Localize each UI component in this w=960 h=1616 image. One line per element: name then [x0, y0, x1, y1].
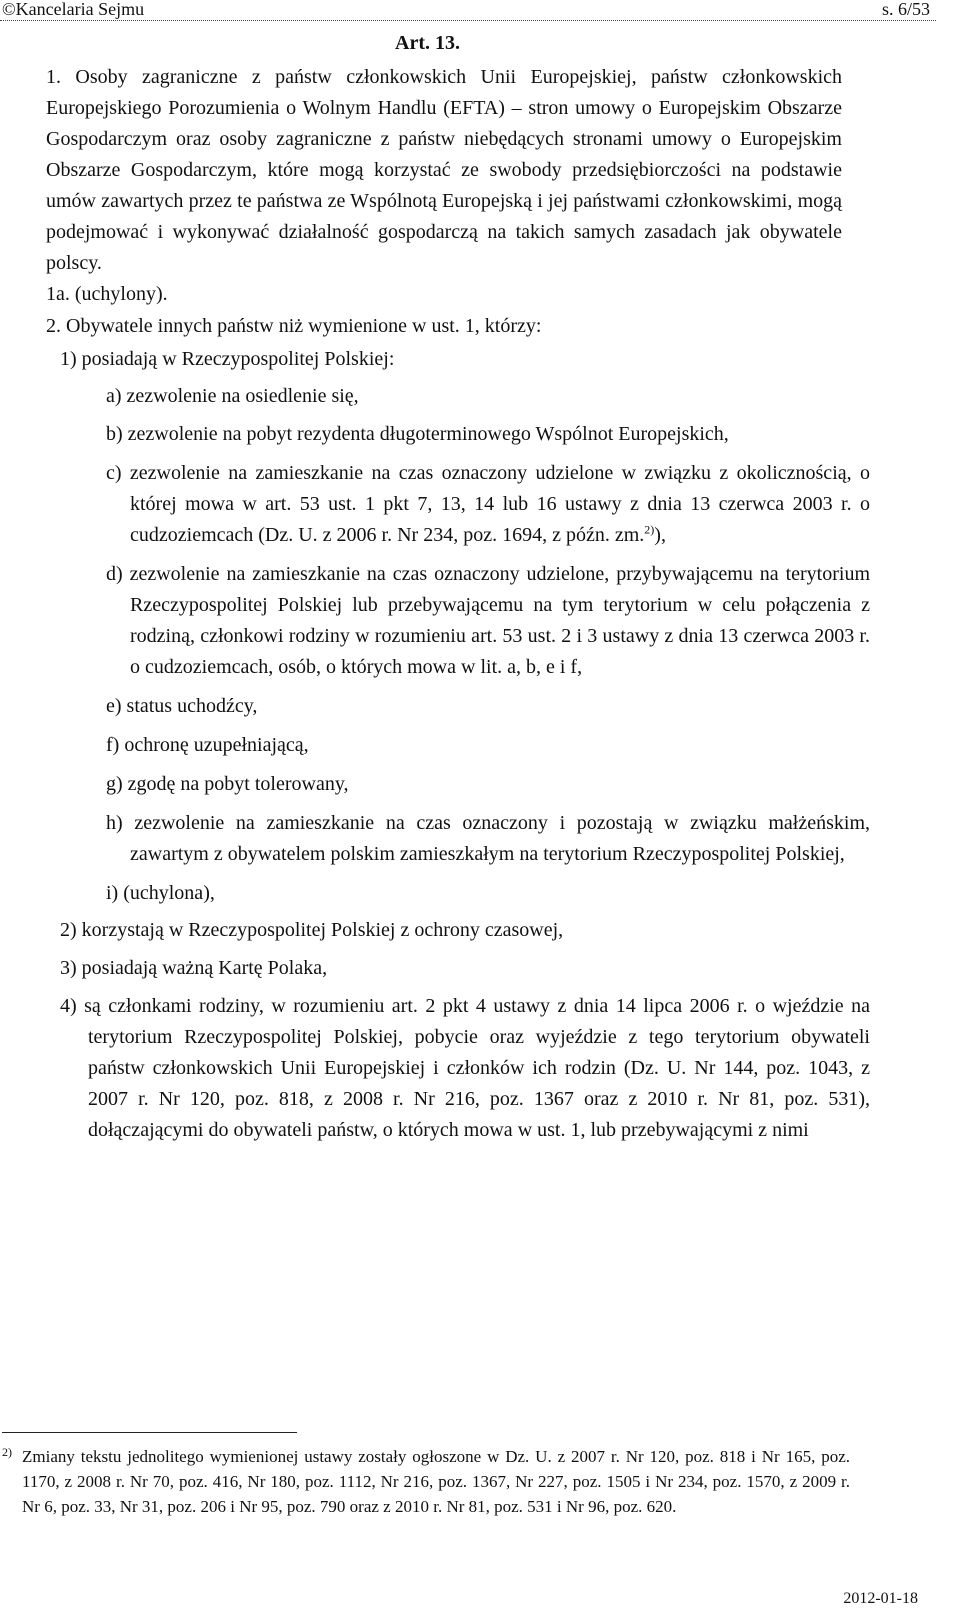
item-1: 1) posiadają w Rzeczypospolitej Polskiej: [60, 348, 395, 370]
paragraph-1a: 1a. (uchylony). [46, 283, 168, 305]
footer-date: 2012-01-18 [843, 1590, 918, 1607]
subitem-a: a) zezwolenie na osiedlenie się, [106, 385, 359, 407]
article-title: Art. 13. [395, 32, 460, 54]
subitem-h: h) zezwolenie na zamieszkanie na czas oznaczony i pozostają w związku małżeńskim, zawartym z obywatelem polskim zamieszkałym na terytorium Rzeczypospolitej Polskiej, [106, 812, 870, 865]
header-page-number: s. 6/53 [881, 0, 930, 19]
paragraph-1: 1. Osoby zagraniczne z państw członkowskich Unii Europejskiej, państw członkowskich Europejskiego Porozumienia o Wolnym Handlu (EFTA) – stron umowy o Europejskim Obszarze Gospodarczym oraz osoby zagraniczne z państw niebędących stronami umowy o Europejskim Obszarze Gospodarczym, które mogą korzystać ze swobody przedsiębiorczości na podstawie umów zawartych przez te państwa ze Wspólnotą Europejską i jej państwami członkowskimi, mogą podejmować i wykonywać działalność gospodarczą na takich samych zasadach jak obywatele polscy. [46, 66, 842, 274]
item-4: 4) są członkami rodziny, w rozumieniu art. 2 pkt 4 ustawy z dnia 14 lipca 2006 r. o wjeździe na terytorium Rzeczypospolitej Polskiej, pobycie oraz wyjeździe z tego terytorium obywateli państw członkowskich Unii Europejskiej i członków ich rodzin (Dz. U. Nr 144, poz. 1043, z 2007 r. Nr 120, poz. 818, z 2008 r. Nr 216, poz. 1367 oraz z 2010 r. Nr 81, poz. 531), dołączającymi do obywateli państw, o których mowa w ust. 1, lub przebywającymi z nimi [60, 995, 870, 1141]
subitem-d: d) zezwolenie na zamieszkanie na czas oznaczony udzielone, przybywającemu na terytorium Rzeczypospolitej Polskiej lub przebywającemu na tym terytorium w celu połączenia z rodziną, członkowi rodziny w rozumieniu art. 53 ust. 2 i 3 ustawy z dnia 13 czerwca 2003 r. o cudzoziemcach, osób, o których mowa w lit. a, b, e i f, [106, 563, 870, 678]
item-2: 2) korzystają w Rzeczypospolitej Polskiej z ochrony czasowej, [60, 919, 564, 941]
subitem-f: f) ochronę uzupełniającą, [106, 734, 309, 756]
subitem-b: b) zezwolenie na pobyt rezydenta długoterminowego Wspólnot Europejskich, [106, 423, 729, 445]
footnote-reference: 2) [644, 522, 655, 537]
header-publisher: ©Kancelaria Sejmu [2, 0, 145, 19]
subitem-i: i) (uchylona), [106, 882, 215, 904]
subitem-c-text: c) zezwolenie na zamieszkanie na czas oznaczony udzielone w związku z okolicznością, o której mowa w art. 53 ust. 1 pkt 7, 13, 14 lub 16 ustawy z dnia 13 czerwca 2003 r. o cudzoziemcach (Dz. U. z 2006 r. Nr 234, poz. 1694, z późn. zm. [106, 462, 870, 546]
subitem-g: g) zgodę na pobyt tolerowany, [106, 773, 349, 795]
item-3: 3) posiadają ważną Kartę Polaka, [60, 957, 328, 979]
paragraph-2: 2. Obywatele innych państw niż wymienione w ust. 1, którzy: [46, 315, 542, 337]
footnote [0, 1444, 850, 1519]
footnote-mark: 2) [2, 1445, 12, 1459]
subitem-c [106, 458, 870, 551]
header-divider [0, 20, 936, 21]
footnote-divider [2, 1432, 297, 1433]
article-body [0, 62, 960, 1146]
subitem-e: e) status uchodźcy, [106, 695, 258, 717]
subitem-c-end: ), [654, 524, 666, 546]
footnote-text: Zmiany tekstu jednolitego wymienionej ustawy zostały ogłoszone w Dz. U. z 2007 r. Nr 120, poz. 818 i Nr 165, poz. 1170, z 2008 r. Nr 70, poz. 416, Nr 180, poz. 1112, Nr 216, poz. 1367, Nr 227, poz. 1505 i Nr 234, poz. 1570, z 2009 r. Nr 6, poz. 33, Nr 31, poz. 206 i Nr 95, poz. 790 oraz z 2010 r. Nr 81, poz. 531 i Nr 96, poz. 620. [22, 1447, 850, 1516]
